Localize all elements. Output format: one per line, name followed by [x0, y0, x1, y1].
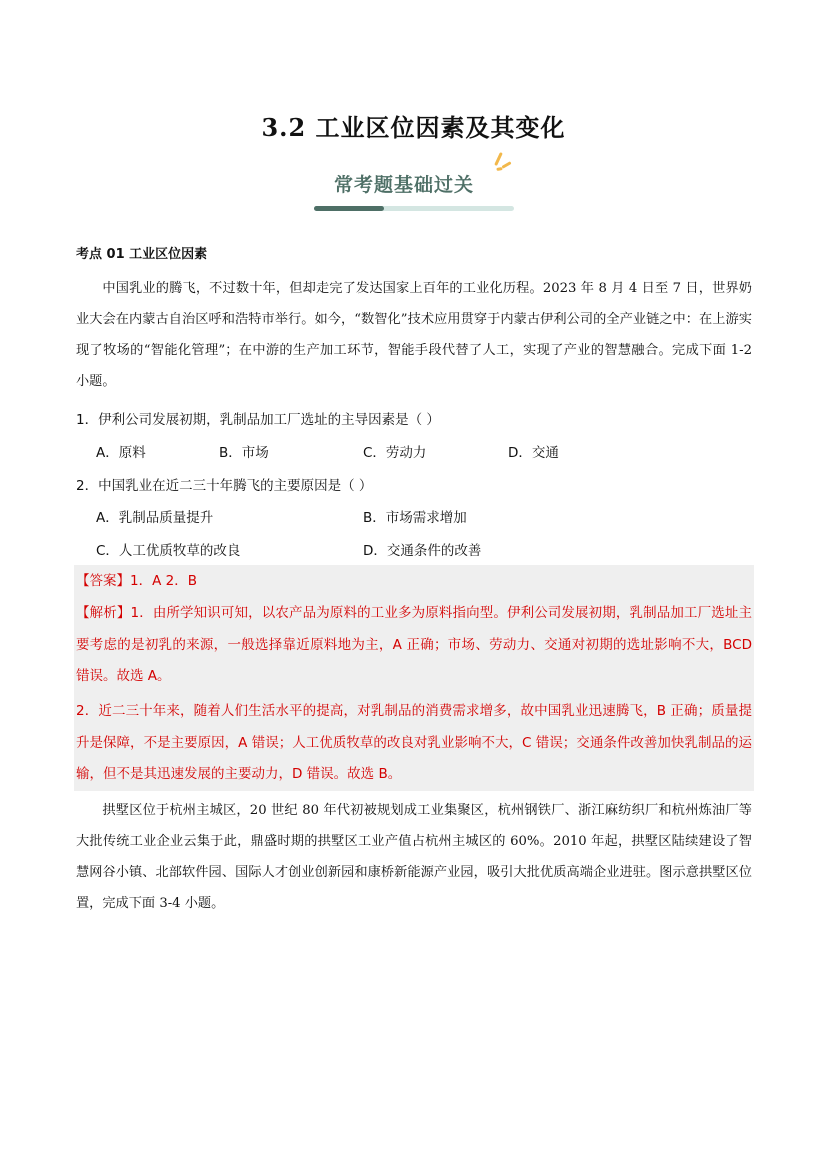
q1-option-a: A．原料 — [96, 445, 146, 461]
q1-option-c: C．劳动力 — [363, 445, 427, 461]
badge-label: 常考题基础过关 — [334, 174, 475, 196]
page-title: 3.2 工业区位因素及其变化 — [261, 113, 566, 142]
q2-option-a: A．乳制品质量提升 — [96, 510, 214, 526]
badge-underline-accent — [314, 206, 384, 211]
section-badge — [312, 150, 522, 220]
answer-text: 1．A 2．B — [130, 573, 197, 589]
question-2-stem: 2．中国乳业在近二三十年腾飞的主要原因是（ ） — [76, 478, 373, 494]
q2-option-b: B．市场需求增加 — [363, 510, 467, 526]
passage-1: 中国乳业的腾飞，不过数十年，但却走完了发达国家上百年的工业化历程。2023 年 8 月 4 日至 7 日，世界奶业大会在内蒙古自治区呼和浩特市举行。如今，“数智化”技术应用贯穿于内蒙古伊利公司的全产业链之中：在上游实现了牧场的“智能化管理”；在中游的生产加工环节，智能手段代替了人工，实现了产业的智慧融合。完成下面 1-2 小题。 — [76, 281, 752, 389]
q2-option-c: C．人工优质牧草的改良 — [96, 543, 241, 559]
answer-line — [76, 566, 752, 598]
analysis-text-1: 1．由所学知识可知，以农产品为原料的工业多为原料指向型。伊利公司发展初期，乳制品加工厂选址主要考虑的是初乳的来源，一般选择靠近原料地为主，A 正确；市场、劳动力、交通对初期的选址影响不大，BCD 错误。故选 A。 — [76, 605, 752, 684]
passage-2: 拱墅区位于杭州主城区，20 世纪 80 年代初被规划成工业集聚区，杭州钢铁厂、浙江麻纺织厂和杭州炼油厂等大批传统工业企业云集于此，鼎盛时期的拱墅区工业产值占杭州主城区的 60%。2010 年起，拱墅区陆续建设了智慧网谷小镇、北部软件园、国际人才创业创新园和康桥新能源产业园，吸引大批优质高端企业进驻。图示意拱墅区位置，完成下面 3-4 小题。 — [76, 803, 752, 911]
answer-label: 【答案】 — [76, 573, 130, 589]
analysis-part-1 — [76, 598, 752, 693]
section-title: 考点 01 工业区位因素 — [76, 247, 208, 262]
q2-option-d: D．交通条件的改善 — [363, 543, 482, 559]
q1-option-d: D．交通 — [508, 445, 559, 461]
question-1-stem: 1．伊利公司发展初期，乳制品加工厂选址的主导因素是（ ） — [76, 412, 440, 428]
analysis-label: 【解析】 — [76, 605, 131, 621]
q1-option-b: B．市场 — [219, 445, 269, 461]
analysis-part-2: 2．近二三十年来，随着人们生活水平的提高，对乳制品的消费需求增多，故中国乳业迅速腾飞，B 正确；质量提升是保障，不是主要原因，A 错误；人工优质牧草的改良对乳业影响不大，C 错误；交通条件改善加快乳制品的运输，但不是其迅速发展的主要动力，D 错误。故选 B。 — [76, 703, 752, 782]
